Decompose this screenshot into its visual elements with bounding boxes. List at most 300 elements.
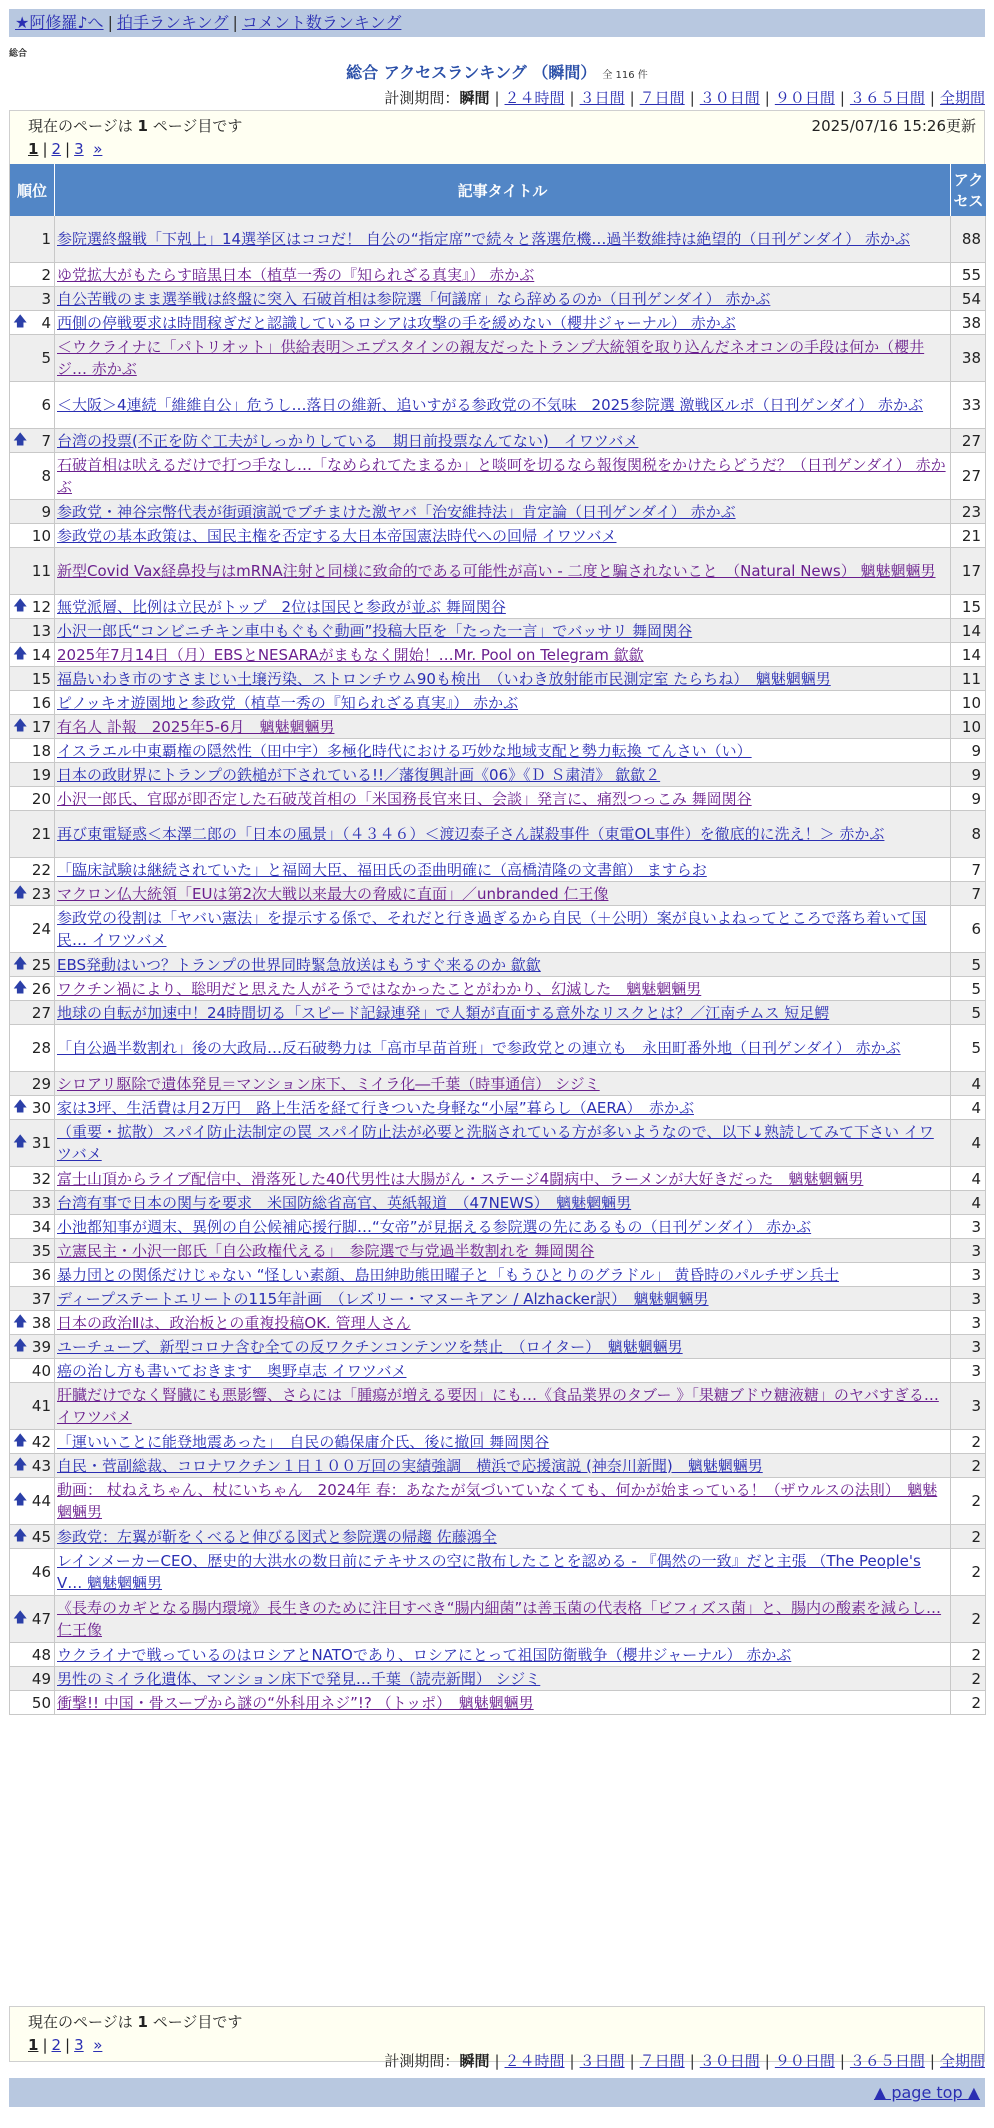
access-count: 4	[951, 1072, 986, 1095]
article-link[interactable]: 「自公過半数割れ」後の大政局…反石破勢力は「高市早苗首班」で参政党との連立も 永田町番外地（日刊ゲンダイ） 赤かぶ	[57, 1039, 901, 1057]
rank-number: 7	[41, 431, 51, 450]
rank-number: 13	[31, 621, 51, 640]
title-cell	[55, 953, 951, 976]
access-count: 23	[951, 500, 986, 523]
rank-number: 14	[31, 645, 51, 664]
ranking-title	[0, 60, 994, 83]
access-count: 14	[951, 619, 986, 642]
article-link[interactable]: 家は3坪、生活費は月2万円 路上生活を経て行きついた身軽な“小屋”暮らし（AERA） 赤かぶ	[57, 1098, 694, 1117]
title-cell	[55, 715, 951, 738]
rank-cell	[10, 882, 55, 905]
rank-number: 26	[31, 979, 51, 998]
article-link[interactable]: 有名人 訃報 2025年5-6月 魑魅魍魎男	[57, 717, 335, 736]
title-cell	[55, 1263, 951, 1286]
table-row	[10, 429, 986, 453]
table-row	[10, 619, 986, 643]
rank-cell	[10, 1596, 55, 1642]
rank-number: 2	[41, 265, 51, 284]
article-link[interactable]: 「運いいことに能登地震あった」 自民の鶴保庸介氏、後に撤回 舞岡関谷	[57, 1432, 550, 1451]
table-row	[10, 595, 986, 619]
article-link[interactable]: ゆ党拡大がもたらす暗黒日本（植草一秀の『知られざる真実』） 赤かぶ	[57, 265, 535, 284]
rank-cell	[10, 287, 55, 310]
article-link[interactable]: 無党派層、比例は立民がトップ 2位は国民と参政が並ぶ 舞岡関谷	[57, 597, 506, 616]
period-separator: |	[494, 2052, 500, 2070]
rank-cell	[10, 1525, 55, 1548]
period-selector-top	[384, 87, 985, 108]
rank-cell	[10, 1287, 55, 1310]
article-link[interactable]: 福島いわき市のすさまじい土壌汚染、ストロンチウム90も検出 （いわき放射能市民測定室 たらちね） 魑魅魍魎男	[57, 669, 831, 688]
access-count: 5	[951, 977, 986, 1000]
article-link[interactable]: 日本の政財界にトランプの鉄槌が下されている!!／藩復興計画《06》《Ｄ Ｓ粛清》 歙歙２	[57, 765, 661, 784]
page-separator: |	[65, 2036, 71, 2054]
article-link[interactable]: 男性のミイラ化遺体、マンション床下で発見…千葉（読売新聞） シジミ	[57, 1669, 541, 1688]
rank-cell	[10, 811, 55, 857]
period-link[interactable]: ９０日間	[774, 2052, 835, 2070]
article-link[interactable]: 参院選終盤戦「下剋上」14選挙区はココだ！ 自公の“指定席”で続々と落選危機…過半数維持は絶望的（日刊ゲンダイ） 赤かぶ	[57, 230, 910, 248]
title-cell	[55, 335, 951, 381]
access-count: 27	[951, 429, 986, 452]
title-cell	[55, 1549, 951, 1595]
article-link[interactable]: 参政党の役割は「ヤバい憲法」を提示する係で、それだと行き過ぎるから自民（＋公明）案が良いよねってところで落ち着いて国民… イワツバメ	[57, 909, 927, 949]
rank-number: 22	[31, 860, 51, 879]
table-row	[10, 335, 986, 382]
arrow-up-icon: 🡅	[13, 1610, 28, 1626]
table-row	[10, 1025, 986, 1072]
rank-number: 45	[31, 1527, 51, 1546]
table-row	[10, 1430, 986, 1454]
period-current: 瞬間	[459, 89, 490, 107]
ranking-title-text: 総合 アクセスランキング （瞬間）	[346, 63, 597, 82]
article-link[interactable]: シロアリ駆除で遺体発見＝マンション床下、ミイラ化―千葉（時事通信） シジミ	[57, 1074, 600, 1093]
period-separator: |	[569, 89, 575, 107]
rank-header: 順位	[10, 164, 55, 216]
period-separator: |	[494, 89, 500, 107]
article-link[interactable]: 参政党の基本政策は、国民主権を否定する大日本帝国憲法時代への回帰 イワツバメ	[57, 526, 617, 545]
access-count: 54	[951, 287, 986, 310]
access-count: 10	[951, 691, 986, 714]
period-link[interactable]: 全期間	[939, 89, 985, 107]
access-count: 9	[951, 787, 986, 810]
article-link[interactable]: ディープステートエリートの115年計画 （レズリー・マヌーキアン / Alzhacker訳） 魑魅魍魎男	[57, 1289, 709, 1308]
rank-cell	[10, 1025, 55, 1071]
period-separator: |	[929, 2052, 935, 2070]
rank-number: 12	[31, 597, 51, 616]
table-row	[10, 1120, 986, 1167]
title-cell	[55, 1596, 951, 1642]
rank-cell	[10, 1478, 55, 1524]
access-count: 2	[951, 1525, 986, 1548]
article-link[interactable]: ＜ウクライナに「パトリオット」供給表明＞エプスタインの親友だったトランプ大統領を取り込んだネオコンの手段は何か（櫻井ジ… 赤かぶ	[57, 338, 925, 378]
table-row	[10, 1478, 986, 1525]
title-cell	[55, 811, 951, 857]
title-cell	[55, 1359, 951, 1382]
ranking-table	[9, 164, 986, 1715]
access-count: 7	[951, 882, 986, 905]
rank-number: 1	[41, 230, 51, 248]
rank-number: 16	[31, 693, 51, 712]
rank-number: 43	[31, 1456, 51, 1475]
access-count: 11	[951, 667, 986, 690]
arrow-up-icon: 🡅	[13, 1492, 28, 1508]
rank-number: 38	[31, 1313, 51, 1332]
access-count: 2	[951, 1596, 986, 1642]
article-link[interactable]: イスラエル中東覇権の隠然性（田中宇）多極化時代における巧妙な地域支配と勢力転換 てんさい（い）	[57, 741, 752, 760]
article-link[interactable]: 肝臓だけでなく腎臓にも悪影響、さらには「腫瘍が増える要因」にも…《食品業界のタブー 》「果糖ブドウ糖液糖」のヤバすぎる… イワツバメ	[57, 1386, 939, 1426]
total-count: 全 116 件	[602, 70, 648, 81]
table-header	[10, 164, 986, 216]
title-cell	[55, 1096, 951, 1119]
table-row	[10, 1643, 986, 1667]
arrow-up-icon: 🡅	[13, 313, 28, 330]
period-separator: |	[839, 2052, 845, 2070]
rank-cell	[10, 1359, 55, 1382]
rank-cell	[10, 595, 55, 618]
title-cell	[55, 1215, 951, 1238]
rank-number: 37	[31, 1289, 51, 1308]
period-link[interactable]: ３０日間	[699, 2052, 760, 2070]
table-row	[10, 1454, 986, 1478]
updated-timestamp: 2025/07/16 15:26更新	[811, 117, 976, 135]
article-link[interactable]: （重要・拡散）スパイ防止法制定の罠 スパイ防止法が必要と洗脳されている方が多いようなので、以下↓熟読してみて下さい イワツバメ	[57, 1123, 934, 1163]
article-link[interactable]: EBS発動はいつ？トランプの世界同時緊急放送はもうすぐ来るのか 歙歙	[57, 955, 541, 974]
pagination-box-top	[9, 110, 985, 166]
period-link[interactable]: ３０日間	[699, 89, 760, 107]
table-row	[10, 453, 986, 500]
applause-ranking-link[interactable]: 拍手ランキング	[116, 13, 229, 32]
arrow-up-icon: 🡅	[13, 884, 28, 901]
access-count: 55	[951, 263, 986, 286]
title-header: 記事タイトル	[55, 164, 951, 216]
title-cell	[55, 429, 951, 452]
title-cell	[55, 1001, 951, 1024]
title-cell	[55, 691, 951, 714]
access-count: 3	[951, 1215, 986, 1238]
rank-cell	[10, 1239, 55, 1262]
rank-cell	[10, 1191, 55, 1214]
title-cell	[55, 548, 951, 594]
article-link[interactable]: ワクチン禍により、聡明だと思えた人がそうではなかったことがわかり、幻滅した 魑魅魍魎男	[57, 979, 702, 998]
category-label: 総合	[9, 49, 28, 59]
table-row	[10, 1691, 986, 1715]
title-cell	[55, 1239, 951, 1262]
article-link[interactable]: ウクライナで戦っているのはロシアとNATOであり、ロシアにとって祖国防衛戦争（櫻井ジャーナル） 赤かぶ	[57, 1645, 792, 1664]
rank-cell	[10, 1430, 55, 1453]
access-count: 2	[951, 1691, 986, 1714]
article-link[interactable]: 癌の治し方も書いておきます 奥野卓志 イワツバメ	[57, 1361, 407, 1380]
article-link[interactable]: 台湾の投票(不正を防ぐ工夫がしっかりしている 期日前投票なんてない) イワツバメ	[57, 431, 639, 450]
page-link[interactable]: 2	[51, 140, 62, 158]
arrow-up-icon: 🡅	[13, 1313, 28, 1330]
table-row	[10, 858, 986, 882]
period-separator: |	[689, 2052, 695, 2070]
title-cell	[55, 382, 951, 428]
period-link[interactable]: ９０日間	[774, 89, 835, 107]
rank-cell	[10, 1643, 55, 1666]
arrow-up-icon: 🡅	[13, 1134, 28, 1150]
title-cell	[55, 619, 951, 642]
rank-cell	[10, 1215, 55, 1238]
table-row	[10, 1239, 986, 1263]
page-separator: |	[42, 140, 48, 158]
access-count: 2	[951, 1454, 986, 1477]
rank-cell	[10, 263, 55, 286]
table-row	[10, 1596, 986, 1643]
access-count: 21	[951, 524, 986, 547]
period-separator: |	[764, 2052, 770, 2070]
nav-separator: |	[107, 13, 113, 32]
arrow-up-icon: 🡅	[13, 1432, 28, 1449]
table-row	[10, 1191, 986, 1215]
table-row	[10, 1359, 986, 1383]
page-link[interactable]: 2	[51, 2036, 62, 2054]
table-body	[10, 216, 986, 1715]
table-row	[10, 311, 986, 335]
article-link[interactable]: 動画： 杖ねえちゃん、杖にいちゃん 2024年 春：あなたが気づいていなくても、何かが始まっている！（ザウルスの法則） 魑魅魍魎男	[57, 1481, 938, 1521]
article-link[interactable]: 《長寿のカギとなる腸内環境》長生きのために注目すべき“腸内細菌”は善玉菌の代表格「ビフィズス菌」と、腸内の酸素を減らし… 仁王像	[57, 1599, 942, 1639]
rank-cell	[10, 691, 55, 714]
title-cell	[55, 1287, 951, 1310]
article-link[interactable]: 2025年7月14日（月）EBSとNESARAがまもなく開始！…Mr. Pool on Telegram 歙歙	[57, 645, 644, 664]
rank-number: 25	[31, 955, 51, 974]
title-cell	[55, 1691, 951, 1714]
arrow-up-icon: 🡅	[13, 431, 28, 448]
table-row	[10, 1287, 986, 1311]
arrow-up-icon: 🡅	[13, 645, 28, 662]
rank-number: 8	[41, 467, 51, 485]
rank-cell	[10, 953, 55, 976]
access-count: 88	[951, 216, 986, 262]
title-cell	[55, 739, 951, 762]
page-link[interactable]: 3	[74, 140, 84, 158]
access-count: 4	[951, 1096, 986, 1119]
access-count: 2	[951, 1643, 986, 1666]
article-link[interactable]: 西側の停戦要求は時間稼ぎだと認識しているロシアは攻撃の手を緩めない（櫻井ジャーナル） 赤かぶ	[57, 313, 736, 332]
table-row	[10, 643, 986, 667]
page-link[interactable]: »	[93, 140, 103, 158]
rank-cell	[10, 1335, 55, 1358]
access-count: 33	[951, 382, 986, 428]
rank-cell	[10, 548, 55, 594]
rank-number: 47	[31, 1610, 51, 1628]
bottom-bar	[9, 2078, 985, 2107]
table-row	[10, 1263, 986, 1287]
title-cell	[55, 1454, 951, 1477]
title-cell	[55, 1025, 951, 1071]
rank-number: 41	[31, 1397, 51, 1415]
period-link[interactable]: ７日間	[639, 2052, 685, 2070]
period-separator: |	[764, 89, 770, 107]
access-count: 9	[951, 763, 986, 786]
title-cell	[55, 882, 951, 905]
article-link[interactable]: 再び東電疑惑＜本澤二郎の「日本の風景」（４３４６）＜渡辺泰子さん謀殺事件（東電OL事件）を徹底的に洗え！＞ 赤かぶ	[57, 825, 885, 843]
rank-cell	[10, 1167, 55, 1190]
title-cell	[55, 524, 951, 547]
title-cell	[55, 1311, 951, 1334]
rank-cell	[10, 453, 55, 499]
title-cell	[55, 287, 951, 310]
article-link[interactable]: 小沢一郎氏“コンビニチキン車中もぐもぐ動画”投稿大臣を「たった一言」でバッサリ 舞岡関谷	[57, 621, 693, 640]
article-link[interactable]: 自民・菅副総裁、コロナワクチン１日１００万回の実績強調 横浜で応援演説 (神奈川新聞) 魑魅魍魎男	[57, 1456, 763, 1475]
article-link[interactable]: 参政党・神谷宗幣代表が街頭演説でブチまけた激ヤバ「治安維持法」肯定論（日刊ゲンダイ） 赤かぶ	[57, 502, 736, 521]
article-link[interactable]: 自公苦戦のまま選挙戦は終盤に突入 石破首相は参院選「何議席」なら辞めるのか（日刊ゲンダイ） 赤かぶ	[57, 289, 771, 308]
article-link[interactable]: マクロン仏大統領「EUは第2次大戦以来最大の脅威に直面」／unbranded 仁王像	[57, 884, 609, 903]
access-count: 38	[951, 311, 986, 334]
title-cell	[55, 1072, 951, 1095]
access-count: 3	[951, 1287, 986, 1310]
access-count: 7	[951, 858, 986, 881]
table-row	[10, 548, 986, 595]
arrow-up-icon: 🡅	[13, 1527, 28, 1544]
table-row	[10, 1667, 986, 1691]
period-link[interactable]: ３日間	[579, 2052, 625, 2070]
page-current: 1	[28, 2036, 39, 2054]
title-cell	[55, 1191, 951, 1214]
period-selector-bottom	[384, 2050, 985, 2071]
article-link[interactable]: 「臨床試験は継続されていた」と福岡大臣、福田氏の歪曲明確に（高橋清隆の文書館） ますらお	[57, 860, 707, 879]
rank-number: 17	[31, 717, 51, 736]
table-row	[10, 1215, 986, 1239]
arrow-up-icon: 🡅	[13, 955, 28, 972]
article-link[interactable]: レインメーカーCEO、歴史的大洪水の数日前にテキサスの空に散布したことを認める - 『偶然の一致』だと主張 （The People's V… 魑魅魍魎男	[57, 1552, 921, 1592]
period-link[interactable]: ２４時間	[504, 89, 565, 107]
article-link[interactable]: ピノッキオ遊園地と参政党（植草一秀の『知られざる真実』） 赤かぶ	[57, 693, 519, 712]
rank-number: 50	[31, 1693, 51, 1712]
title-cell	[55, 216, 951, 262]
arrow-up-icon: 🡅	[13, 1337, 28, 1354]
count-header: アクセス	[951, 164, 986, 216]
rank-number: 35	[31, 1241, 51, 1260]
table-row	[10, 715, 986, 739]
rank-cell	[10, 715, 55, 738]
article-link[interactable]: 参政党：左翼が靳をくべると伸びる図式と参院選の帰趨 佐藤鴻全	[57, 1527, 497, 1546]
rank-cell	[10, 1691, 55, 1714]
page-current: 1	[28, 140, 39, 158]
rank-number: 29	[31, 1074, 51, 1093]
period-link[interactable]: 全期間	[939, 2052, 985, 2070]
title-cell	[55, 453, 951, 499]
article-link[interactable]: 富士山頂からライブ配信中、滑落死した40代男性は大腸がん・ステージ4闘病中、ラーメンが大好きだった 魑魅魍魎男	[57, 1169, 864, 1188]
rank-cell	[10, 216, 55, 262]
title-cell	[55, 1335, 951, 1358]
title-cell	[55, 311, 951, 334]
comment-ranking-link[interactable]: コメント数ランキング	[241, 13, 402, 32]
rank-cell	[10, 1383, 55, 1429]
article-link[interactable]: 日本の政治Ⅱは、政治板との重複投稿OK. 管理人さん	[57, 1313, 411, 1332]
rank-number: 32	[31, 1169, 51, 1188]
nav-separator: |	[232, 13, 238, 32]
rank-number: 24	[31, 920, 51, 938]
period-link[interactable]: ３６５日間	[849, 89, 925, 107]
table-row	[10, 1311, 986, 1335]
title-cell	[55, 1478, 951, 1524]
table-row	[10, 882, 986, 906]
rank-cell	[10, 1549, 55, 1595]
article-link[interactable]: 立憲民主・小沢一郎氏「自公政権代える」 参院選で与党過半数割れを 舞岡関谷	[57, 1241, 595, 1260]
rank-number: 46	[31, 1563, 51, 1581]
page-link[interactable]: 3	[74, 2036, 84, 2054]
table-row	[10, 287, 986, 311]
access-count: 27	[951, 453, 986, 499]
rank-number: 42	[31, 1432, 51, 1451]
table-row	[10, 216, 986, 263]
table-row	[10, 524, 986, 548]
access-count: 2	[951, 1667, 986, 1690]
table-row	[10, 906, 986, 953]
title-cell	[55, 1667, 951, 1690]
access-count: 17	[951, 548, 986, 594]
article-link[interactable]: 新型Covid Vax経鼻投与はmRNA注射と同様に致命的である可能性が高い - 二度と騙されないこと （Natural News） 魑魅魍魎男	[57, 562, 936, 580]
rank-number: 3	[41, 289, 51, 308]
article-link[interactable]: 小池都知事が週末、異例の自公候補応援行脚…“女帝”が見据える参院選の先にあるもの（日刊ゲンダイ） 赤かぶ	[57, 1217, 812, 1236]
access-count: 5	[951, 1025, 986, 1071]
rank-number: 39	[31, 1337, 51, 1356]
top-nav-bar	[9, 9, 985, 37]
period-link[interactable]: ３日間	[579, 89, 625, 107]
article-link[interactable]: 小沢一郎氏、官邸が即否定した石破茂首相の「米国務長官来日、会談」発言に、痛烈つっこみ 舞岡関谷	[57, 789, 752, 808]
arrow-up-icon: 🡅	[13, 1456, 28, 1473]
rank-number: 27	[31, 1003, 51, 1022]
period-link[interactable]: ２４時間	[504, 2052, 565, 2070]
access-count: 4	[951, 1191, 986, 1214]
rank-number: 48	[31, 1645, 51, 1664]
rank-number: 21	[31, 825, 51, 843]
period-link[interactable]: ７日間	[639, 89, 685, 107]
rank-number: 6	[41, 396, 51, 414]
rank-number: 10	[31, 526, 51, 545]
period-separator: |	[629, 89, 635, 107]
rank-cell	[10, 787, 55, 810]
article-link[interactable]: 石破首相は吠えるだけで打つ手なし…「なめられてたまるか」と啖呵を切るなら報復関税をかけたらどうだ？（日刊ゲンダイ） 赤かぶ	[57, 456, 946, 496]
access-count: 38	[951, 335, 986, 381]
rank-cell	[10, 1454, 55, 1477]
article-link[interactable]: 地球の自転が加速中！24時間切る「スピード記録連発」で人類が直面する意外なリスクとは？／江南チムス 短足鰐	[57, 1003, 830, 1022]
title-cell	[55, 1430, 951, 1453]
title-cell	[55, 667, 951, 690]
access-count: 4	[951, 1167, 986, 1190]
home-link[interactable]: ★阿修羅♪へ	[15, 13, 104, 32]
rank-cell	[10, 382, 55, 428]
table-row	[10, 382, 986, 429]
page-link[interactable]: »	[93, 2036, 103, 2054]
access-count: 3	[951, 1335, 986, 1358]
rank-cell	[10, 1120, 55, 1166]
rank-cell	[10, 977, 55, 1000]
access-count: 3	[951, 1239, 986, 1262]
rank-number: 40	[31, 1361, 51, 1380]
period-link[interactable]: ３６５日間	[849, 2052, 925, 2070]
article-link[interactable]: ユーチューブ、新型コロナ含む全ての反ワクチンコンテンツを禁止 （ロイター） 魑魅魍魎男	[57, 1337, 683, 1356]
rank-number: 4	[41, 313, 51, 332]
arrow-up-icon: 🡅	[13, 1098, 28, 1115]
rank-number: 28	[31, 1039, 51, 1057]
rank-cell	[10, 1667, 55, 1690]
article-link[interactable]: 衝撃!! 中国・骨スープから謎の“外科用ネジ”!? （トッポ） 魑魅魍魎男	[57, 1693, 534, 1712]
article-link[interactable]: 台湾有事で日本の関与を要求 米国防総省高官、英紙報道 （47NEWS） 魑魅魍魎男	[57, 1193, 632, 1212]
access-count: 4	[951, 1120, 986, 1166]
access-count: 14	[951, 643, 986, 666]
article-link[interactable]: 暴力団との関係だけじゃない “怪しい素顔、島田紳助熊田曜子と「もうひとりのグラドル」 黄昏時のパルチザン兵士	[57, 1265, 840, 1284]
rank-number: 11	[31, 562, 51, 580]
period-separator: |	[629, 2052, 635, 2070]
page-top-link[interactable]: ▲ page top ▲	[873, 2083, 980, 2102]
rank-number: 34	[31, 1217, 51, 1236]
rank-cell	[10, 643, 55, 666]
article-link[interactable]: ＜大阪＞4連続「維維自公」危うし…落日の維新、追いすがる参政党の不気味 2025参院選 激戦区ルポ（日刊ゲンダイ） 赤かぶ	[57, 396, 924, 414]
title-cell	[55, 1120, 951, 1166]
rank-number: 49	[31, 1669, 51, 1688]
rank-cell	[10, 906, 55, 952]
rank-number: 30	[31, 1098, 51, 1117]
